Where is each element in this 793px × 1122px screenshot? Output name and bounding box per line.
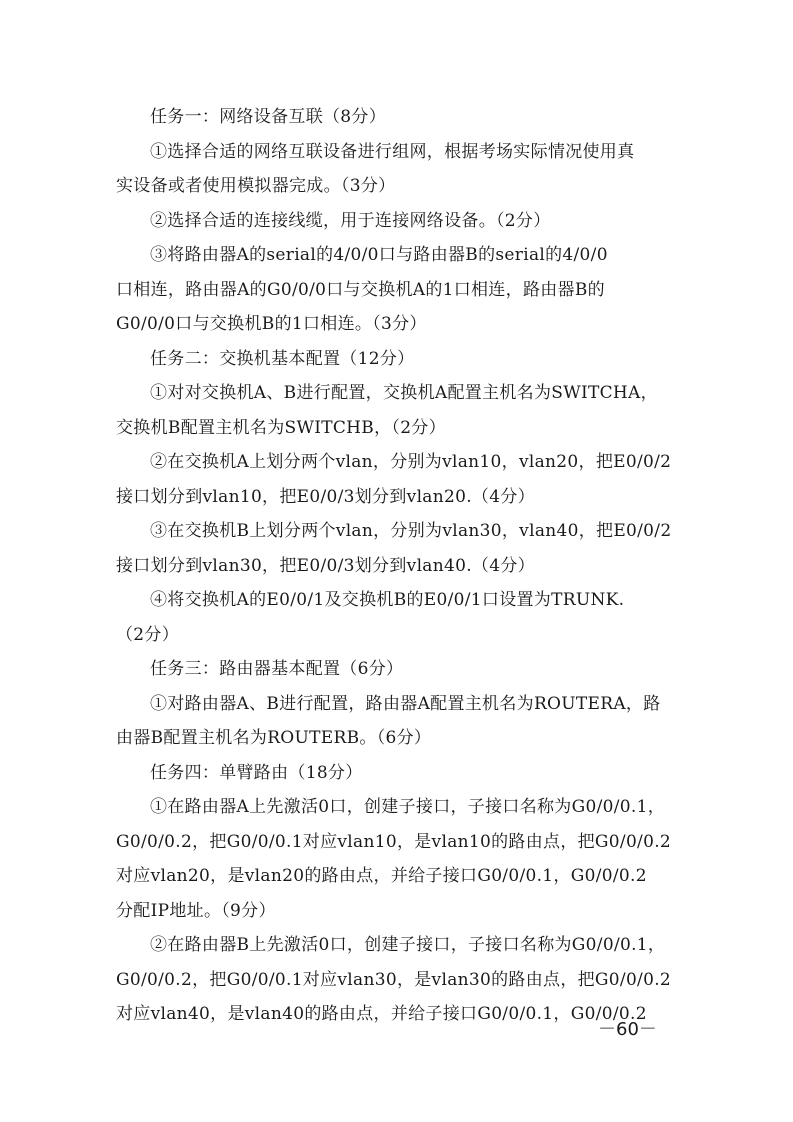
task-3-heading: 任务三：路由器基本配置（6分）: [150, 659, 404, 679]
document-body: [116, 100, 676, 1032]
task-2-item-4-line-2: （2分）: [116, 624, 180, 645]
task-2-item-3-line-1: ③在交换机B上划分两个vlan，分别为vlan30，vlan40，把E0/0/2: [150, 521, 672, 541]
task-4-item-1-line-2: G0/0/0.2，把G0/0/0.1对应vlan10，是vlan10的路由点，把G0/0/0.2: [116, 831, 672, 852]
task-2-item-3-line-2: 接口划分到vlan30，把E0/0/3划分到vlan40.（4分）: [116, 555, 535, 576]
task-2-item-2-line-1: ②在交换机A上划分两个vlan，分别为vlan10，vlan20，把E0/0/2: [150, 452, 672, 472]
task-2-item-4-line-1: ④将交换机A的E0/0/1及交换机B的E0/0/1口设置为TRUNK.: [150, 590, 625, 610]
task-1-item-1-line-1: ①选择合适的网络互联设备进行组网，根据考场实际情况使用真: [150, 141, 635, 162]
task-3-item-1-line-2: 由器B配置主机名为ROUTERB。（6分）: [116, 728, 432, 748]
task-4-item-1-line-3: 对应vlan20，是vlan20的路由点，并给子接口G0/0/0.1，G0/0/0.2: [116, 866, 647, 886]
task-1-item-3-line-2: 口相连，路由器A的G0/0/0口与交换机A的1口相连，路由器B的: [116, 279, 605, 300]
task-2-item-1-line-1: ①对对交换机A、B进行配置，交换机A配置主机名为SWITCHA，: [150, 383, 658, 403]
task-1-item-1-line-2: 实设备或者使用模拟器完成。（3分）: [116, 176, 396, 196]
task-4-item-1-line-1: ①在路由器A上先激活0口，创建子接口，子接口名称为G0/0/0.1，: [150, 797, 665, 817]
task-4-item-1-line-4: 分配IP地址。（9分）: [116, 900, 276, 921]
task-1-item-3-line-3: G0/0/0口与交换机B的1口相连。（3分）: [116, 314, 427, 334]
page-number: －60－: [598, 1019, 657, 1040]
task-1-item-2: ②选择合适的连接线缆，用于连接网络设备。（2分）: [150, 210, 551, 231]
task-4-item-2-line-1: ②在路由器B上先激活0口，创建子接口，子接口名称为G0/0/0.1，: [150, 935, 666, 955]
task-3-item-1-line-1: ①对路由器A、B进行配置，路由器A配置主机名为ROUTERA，路: [150, 693, 661, 714]
task-2-heading: 任务二：交换机基本配置（12分）: [150, 348, 415, 369]
task-1-heading: 任务一：网络设备互联（8分）: [150, 107, 387, 127]
task-4-item-2-line-3: 对应vlan40，是vlan40的路由点，并给子接口G0/0/0.1，G0/0/0.2: [116, 1004, 647, 1024]
task-1-item-3-line-1: ③将路由器A的serial的4/0/0口与路由器B的serial的4/0/0: [150, 245, 608, 265]
task-4-item-2-line-2: G0/0/0.2，把G0/0/0.1对应vlan30，是vlan30的路由点，把G0/0/0.2: [116, 969, 672, 990]
task-2-item-1-line-2: 交换机B配置主机名为SWITCHB，（2分）: [116, 417, 446, 438]
task-2-item-2-line-2: 接口划分到vlan10，把E0/0/3划分到vlan20.（4分）: [116, 486, 535, 507]
task-4-heading: 任务四：单臂路由（18分）: [150, 762, 363, 783]
